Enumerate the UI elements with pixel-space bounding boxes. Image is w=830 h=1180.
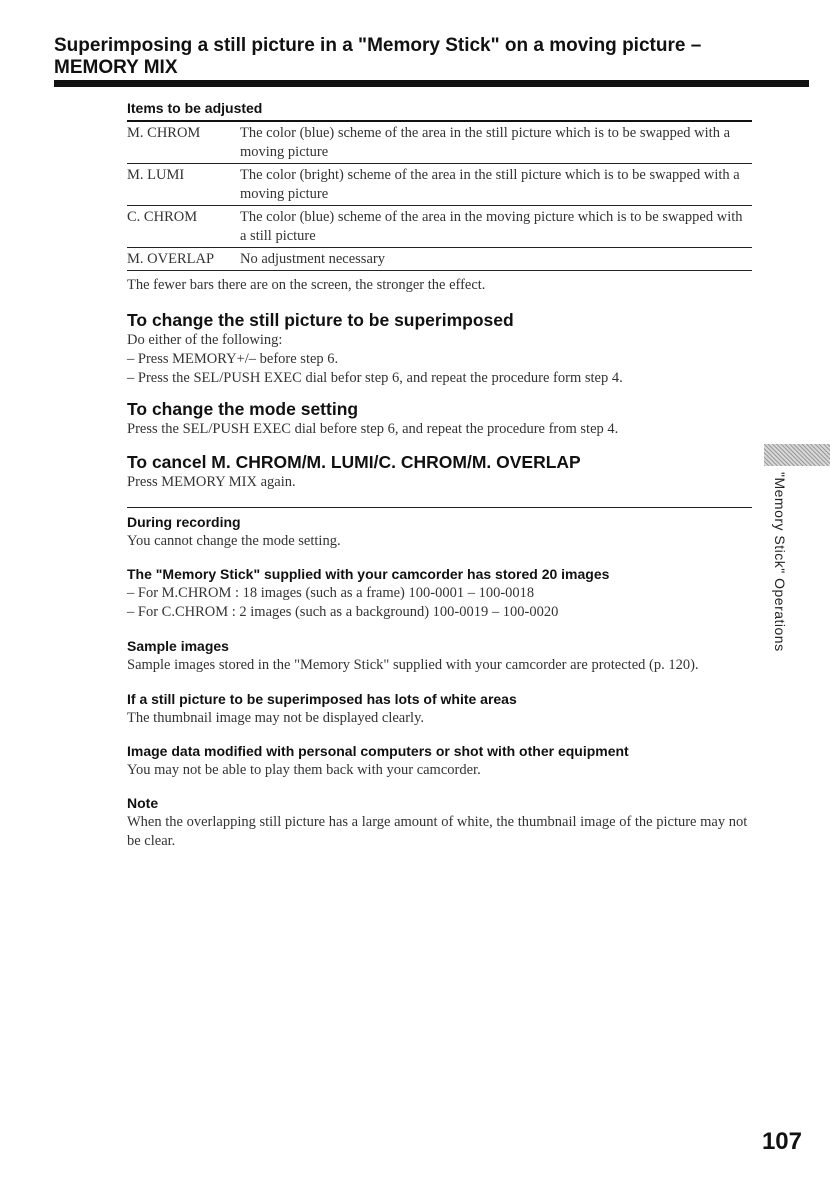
adjust-table-heading: Items to be adjusted (127, 100, 752, 122)
table-row-key: M. LUMI (127, 167, 185, 183)
table-row (127, 164, 752, 206)
section-body: Press MEMORY MIX again. (127, 474, 296, 490)
note-heading-white-areas: If a still picture to be superimposed has lots of white areas (127, 691, 517, 707)
section-heading-change-still: To change the still picture to be superimposed (127, 310, 514, 330)
note-heading-supplied-stick: The "Memory Stick" supplied with your camcorder has stored 20 images (127, 566, 610, 582)
page-number: 107 (761, 1128, 802, 1155)
section-heading-change-mode: To change the mode setting (127, 399, 359, 419)
table-row-value: The color (blue) scheme of the area in the moving picture which is to be swapped with a still picture (240, 209, 743, 244)
side-section-label: "Memory Stick" Operations (772, 472, 788, 652)
section-intro: Do either of the following: (127, 332, 283, 348)
table-row (127, 122, 752, 164)
note-heading: Note (127, 795, 159, 811)
list-item: – Press MEMORY+/– before step 6. (127, 351, 339, 367)
note-body: Sample images stored in the "Memory Stick" supplied with your camcorder are protected (p. 120). (127, 657, 699, 673)
table-row-key: M. CHROM (127, 125, 201, 141)
note-heading-modified-data: Image data modified with personal computers or shot with other equipment (127, 743, 629, 759)
side-tab-marker (764, 444, 830, 466)
table-row-key: C. CHROM (127, 209, 198, 225)
page-title: Superimposing a still picture in a "Memory Stick" on a moving picture – MEMORY MIX (54, 35, 702, 78)
table-row-value: The color (blue) scheme of the area in the still picture which is to be swapped with a moving picture (240, 125, 731, 160)
note-body: When the overlapping still picture has a large amount of white, the thumbnail image of the picture may not be clear. (127, 814, 748, 849)
table-row-value: The color (bright) scheme of the area in the still picture which is to be swapped with a moving picture (240, 167, 740, 202)
table-row-value: No adjustment necessary (240, 251, 385, 267)
page-content (127, 100, 752, 851)
notes-divider (127, 507, 752, 508)
list-item: – For C.CHROM : 2 images (such as a background) 100-0019 – 100-0020 (127, 604, 559, 620)
section-heading-cancel: To cancel M. CHROM/M. LUMI/C. CHROM/M. OVERLAP (127, 452, 581, 472)
section-body: Press the SEL/PUSH EXEC dial before step 6, and repeat the procedure from step 4. (127, 421, 619, 437)
list-item: – Press the SEL/PUSH EXEC dial befor step 6, and repeat the procedure form step 4. (127, 370, 623, 386)
table-row-key: M. OVERLAP (127, 251, 215, 267)
adjust-table (127, 122, 752, 271)
note-heading-sample-images: Sample images (127, 638, 229, 654)
note-heading-during-recording: During recording (127, 514, 241, 530)
note-body: You may not be able to play them back with your camcorder. (127, 762, 481, 778)
list-item: – For M.CHROM : 18 images (such as a frame) 100-0001 – 100-0018 (127, 585, 535, 601)
note-body: The thumbnail image may not be displayed clearly. (127, 710, 425, 726)
note-body: You cannot change the mode setting. (127, 533, 341, 549)
table-row (127, 248, 752, 271)
title-rule (54, 80, 809, 87)
table-footnote: The fewer bars there are on the screen, the stronger the effect. (127, 277, 486, 293)
table-row (127, 206, 752, 248)
